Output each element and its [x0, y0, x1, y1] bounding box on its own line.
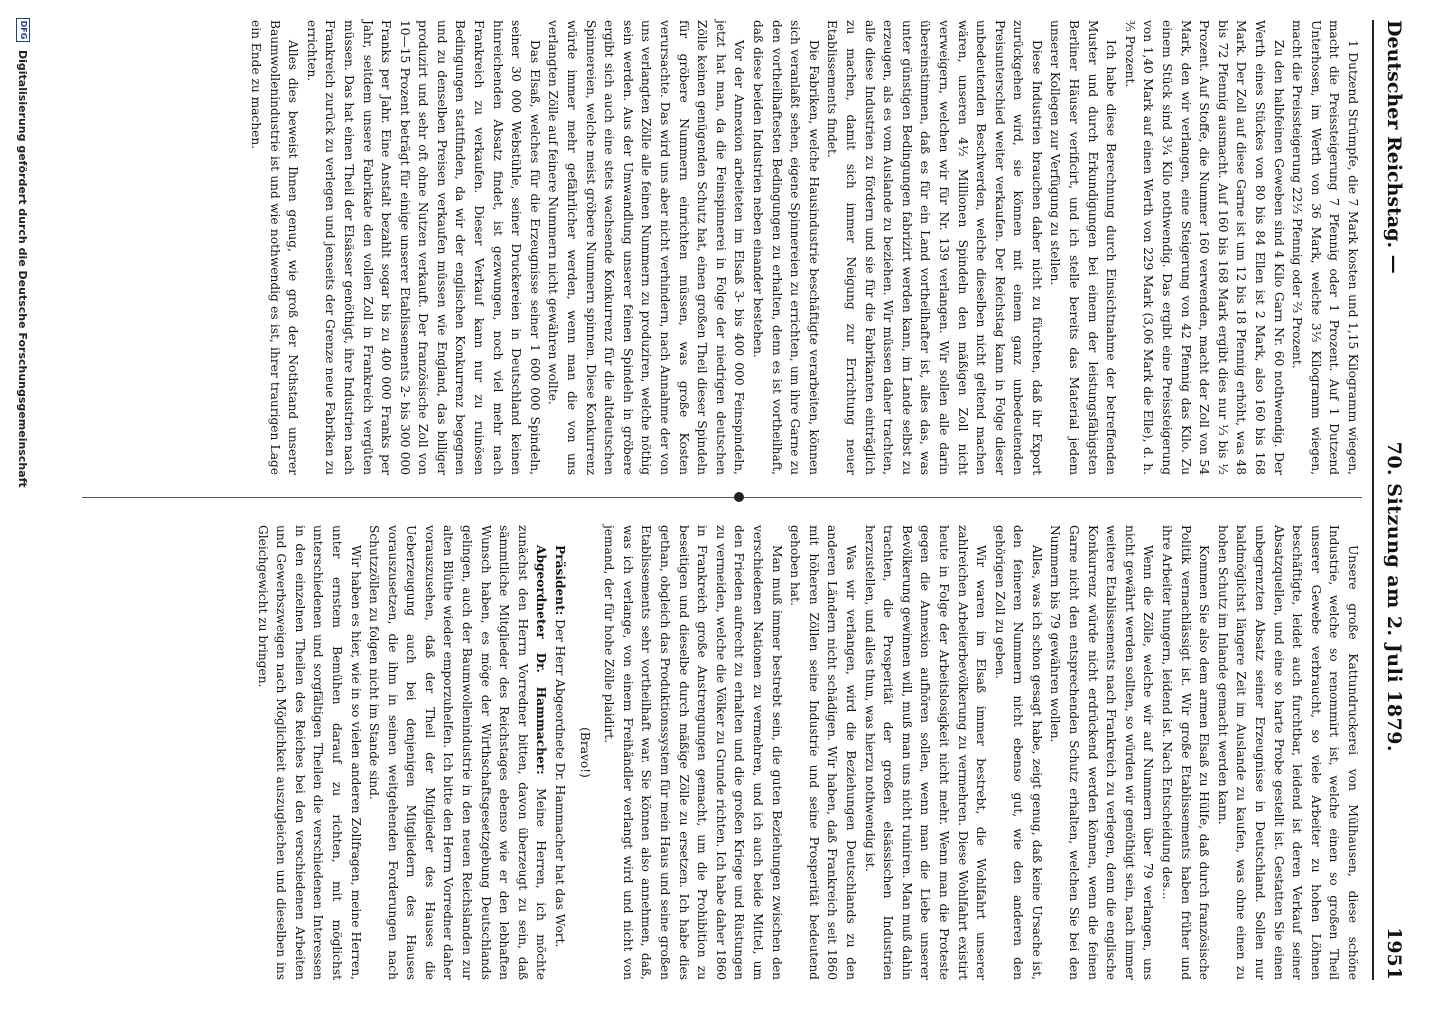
president-text: Der Herr Abgeordnete Dr. Hammacher hat das Wort. [553, 619, 568, 948]
paragraph: Alles, was ich schon gesagt habe, zeigt genug, daß keine Ursache ist, den feineren Nummern nicht ebenso gut, wie den anderen den gehörigen Zoll zu geben. [992, 525, 1044, 980]
divider-marker [734, 492, 744, 502]
president-remark [550, 525, 569, 980]
speaker-president: Präsident: [553, 545, 568, 616]
footer-text: Digitalisierung gefördert durch die Deutsche Forschungsgemeinschaft [16, 50, 30, 488]
paragraph: Kommen Sie also dem armen Elsaß zu Hülfe, daß durch französische Politik vernachlässigt ist. Wir große Etablissements haben früher und ihre Arbeiter hungern, leidend ist. Nach Entscheidung des... [1160, 525, 1212, 980]
paragraph: Man muß immer bestrebt sein, die guten Beziehungen zwischen den verschiedenen Nationen zu vermehren, und ich auch beide Mittel, um den Frieden aufrecht zu erhalten und die großen Kriege und Rüstungen zu vermeiden, welche die Völker zu Grunde richten. Ich habe daher 1860 in Frankreich große Anstrengungen gemacht, um die Prohibition zu beseitigen und dieselbe durch mäßige Zölle zu ersetzen. Ich habe dies gethan, obgleich das Produktionssystem für mein Haus und seine großen Etablissements sehr vortheilhaft war. Sie können also annehmen, daß, was ich verlange, von einem Freihändler verlangt wird und nicht von jemand, der für hohe Zölle plaidirt. [602, 525, 784, 980]
digitization-footer [8, 0, 38, 1018]
header-session: 70. Sitzung am 2. Juli 1879. [1383, 441, 1405, 753]
paragraph: Diese Industrien brauchen daher nicht zu fürchten, daß ihr Export zurückgehen wird, sie können mit einem ganz unbedeutenden Preisunterschied weiter verkaufen. Der Reichstag kann in Folge dieser unbedeutenden Beschwerden, welche dieselben nicht geltend machen wären, unseren 4½ Millionen Spindeln den mäßigen Zoll nicht verweigern, welchen wir für Nr. 139 verlangen. Wir sollen alle darin übereinstimmen, daß es für ein Land vortheilhafter ist, alles das, was unter günstigen Bedingungen fabrizirt werden kann, im Lande selbst zu erzeugen, als es vom Auslande zu beziehen. Wir müssen daher trachten, alle diese Industrien zu fördern und sie für die Fabrikanten einträglich zu machen, damit sich immer Neigung zur Errichtung neuer Etablissements findet. [825, 20, 1044, 475]
paragraph: Ich habe diese Berechnung durch Einsichtnahme der betreffenden Muster und durch Erkundigungen bei einem der leistungsfähigsten Berliner Häuser verificirt, und ich stelle bereits das Material jedem unserer Kollegen zur Verfügung zu stellen. [1048, 20, 1119, 475]
column-right [253, 525, 1362, 980]
dfg-logo-icon: DFG [16, 18, 30, 42]
paragraph: Was wir verlangen, wird die Beziehungen Deutschlands zu den anderen Ländern nicht schädigen. Wir haben, daß Frankreich seit 1860 mit höheren Zöllen seine Industrie und seine Prosperität bedeutend gehoben hat. [788, 525, 858, 980]
paragraph: Das Elsaß, welches für die Erzeugnisse seiner 1 600 000 Spindeln, seiner 30 000 Webstühle, seiner Druckereien in Deutschland keinen hinreichenden Absatz findet, ist gezwungen, noch viel mehr nach Frankreich zu verkaufen. Dieser Verkauf kann nur zu ruinösen Bedingungen stattfinden, da wir der englischen Konkurrenz begegnen und zu denselben Preisen verkaufen müssen wie England, das billiger produzirt und sehr oft ohne Nutzen verkauft. Der französische Zoll von 10—15 Prozent beträgt für einige unserer Etablissements 2- bis 300 000 Franks per Jahr. Eine Anstalt bezahlt sogar bis zu 400 000 Franks per Jahr, seitdem unsere Fabrikate den vollen Zoll in Frankreich vergüten müssen. Das hat einen Theil der Elsässer genöthigt, ihre Industrien nach Frankreich zurück zu verlegen und jenseits der Grenze neue Fabriken zu errichten. [304, 20, 542, 475]
paragraph: Zu den halbfeinen Geweben sind 4 Kilo Garn Nr. 60 nothwendig. Der Werth eines Stückes von 80 bis 84 Ellen ist 2 Mark, also 160 bis 168 Mark. Der Zoll auf diese Garne ist um 12 bis 18 Pfennig erhöht, was 48 bis 72 Pfennig ausmacht. Auf 160 bis 168 Mark ergibt dies nur ⅓ bis ½ Prozent. Auf Stoffe, die Nummer 160 verwenden, macht der Zoll von 54 Mark, den wir verlangen, eine Steigerung von 42 Pfennig das Kilo. Zu einem Stück sind 3¼ Kilo nothwendig. Das ergibt eine Preissteigerung von 1,40 Mark auf einen Werth von 229 Mark (3,06 Mark die Elle), d. h. ⅗ Prozent. [1122, 20, 1286, 475]
paragraph: Wenn die Zölle, welche wir auf Nummern über 79 verlangen, uns nicht gewährt werden sollten, so würden wir genöthigt sein, nach immer weitere Etablissements nach Frankreich zu verlegen, denn die englische Konkurrenz würde nicht erdrückend werden können, wenn die feinen Garne nicht den entsprechenden Schutz erhalten, welchen Sie bei den Nummern bis 79 gewähren wollen. [1048, 525, 1156, 980]
page-number: 1951 [1383, 927, 1405, 980]
header-left: Deutscher Reichstag. — [1383, 20, 1405, 274]
paragraph: Die Fabriken, welche Hausindustrie beschäftigte verarbeiten, können sich veranlaßt sehen, eigene Spinnereien zu errichten, um ihre Garne zu den vortheilhaftesten Bedingungen zu erhalten, denn es ist vortheilhaft, daß diese beiden Industrien neben einander bestehen. [751, 20, 821, 475]
column-left [246, 20, 1362, 475]
paragraph: Wir haben es hier, wie in so vielen anderen Zollfragen, meine Herren, unter ernstem Bemühen darauf zu richten, mit möglichst unterschiedenen und sorgfältigen Theilen die verschiedenen Interessen in den einzelnen Theilen des Reiches bei den verschiedenen Arbeiten und Gewerbszweigen nach Möglichkeit auszugleichen und dieselben ins Gleichgewicht zu bringen. [255, 525, 363, 980]
column-divider [82, 497, 1362, 498]
paragraph: Wir waren im Elsaß immer bestrebt, die Wohlfahrt unserer zahlreichen Arbeiterbevölkerung zu vermehren. Diese Wohlfahrt existirt heute in Folge der Arbeitslosigkeit nicht mehr. Wenn man die Proteste gegen die Annexion aufhören sollen, wenn man die Liebe unserer Bevölkerung gewinnen will, muß man uns nicht ruiniren. Man muß dahin trachten, die Prosperität der großen elsässischen Industrien herzustellen, und alles thun, was hierzu nothwendig ist. [862, 525, 989, 980]
hammacher-text: Meine Herren, ich möchte zunächst den Herrn Vorredner bitten, davon überzeugt zu sein, daß sämmtliche Mitglieder des Reichstages ebenso wie er den lebhaften Wunsch haben, es möge der Wirthschaftsgesetzgebung Deutschlands gelingen, auch der Baumwollenindustrie in den neuen Reichslanden zur alten Blüthe wieder emporzuhelfen. Ich bitte den Herrn Vorredner daher vorauszusehen, daß der Theil der Mitglieder des Hauses die Ueberzeugung auch bei denjenigen Mitgliedern des Hauses vorauszusetzen, die ihm in seinen weitgehenden Forderungen nach Schutzzöllen zu folgen nicht im Stande sind. [367, 525, 549, 980]
hammacher-speech [365, 525, 551, 980]
page-header [1372, 20, 1414, 980]
paragraph: Alles dies beweist Ihnen genug, wie groß der Nothstand unserer Baumwollenindustrie ist und wie nothwendig es ist, ihrer traurigen Lage ein Ende zu machen. [248, 20, 301, 475]
speaker-hammacher: Abgeordneter Dr. Hammacher: [534, 545, 549, 775]
bravo-note: (Bravo!) [577, 727, 592, 778]
paragraph: Vor der Annexion arbeiteten im Elsaß 3- bis 400 000 Feinspindeln, jetzt hat man, da die Feinspinnerei in Folge der niedrigen deutschen Zölle keinen genügenden Schutz hat, einen großen Theil dieser Spindeln für gröbere Nummern einrichten müssen, was große Kosten verursachte. Das wird uns aber nicht verhindern, nach Annahme der von uns verlangten Zölle alle feinen Nummern zu produziren, welche nöthig sein werden. Aus der Umwandlung unserer feinen Spindeln in gröbere ergibt sich auch eine stets wachsende Konkurrenz für die altdeutschen Spinnereien, welche meist gröbere Nummern spinnen. Diese Konkurrenz würde immer mehr gefährlicher werden, wenn man die von uns verlangten Zölle auf feinere Nummern nicht gewähren wollte. [546, 20, 747, 475]
paragraph: Unsere große Kattundruckerei von Mülhausen, diese schöne Industrie, welche so renommirt ist, welche einen so großen Theil unserer Gewebe verbraucht, so viele Arbeiter zu hohen Löhnen beschäftigte, leidet auch furchtbar, leidend ist deren Verkauf seiner Absatzquellen, und eine so harte Probe gestellt ist. Gestatten Sie einen unbegrenzten Absatz seiner Erzeugnisse in Deutschland. Sollen nur baldmöglichst längere Zeit im Auslande zu kaufen, was ohne einen zu hohen Schutz im Inlande gemacht werden kann. [1215, 525, 1360, 980]
paragraph: 1 Dutzend Strümpfe, die 7 Mark kosten und 1,15 Kilogramm wiegen, macht die Preissteigerung 7 Pfennig oder 1 Prozent. Auf 1 Dutzend Unterhosen, im Werth von 36 Mark, welche 3⅓ Kilogramm wiegen, macht die Preissteigerung 22⅓ Pfennig oder ⅔ Prozent. [1290, 20, 1360, 475]
